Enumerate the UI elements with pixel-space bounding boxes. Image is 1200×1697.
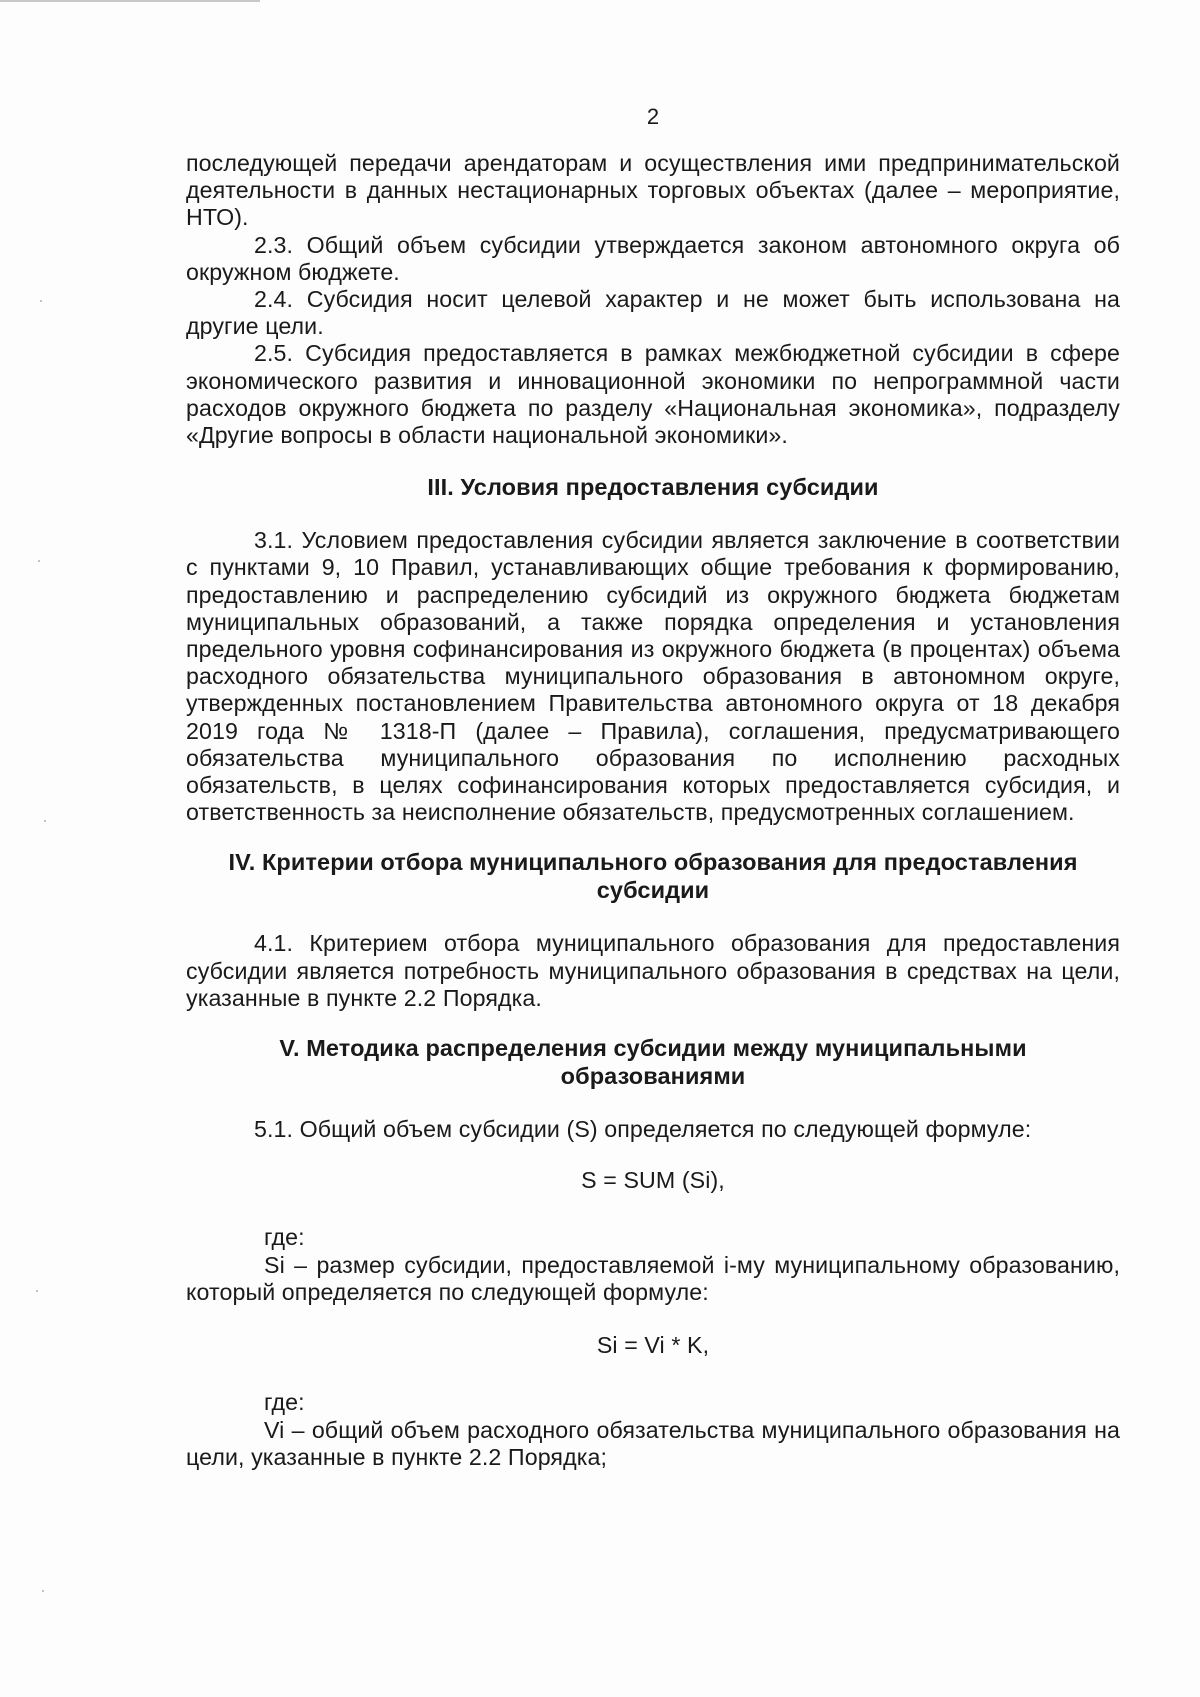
formula-si: Si = Vi * K,: [596, 1332, 710, 1359]
paragraph-5-1: 5.1. Общий объем субсидии (S) определяется по следующей формуле:: [254, 1116, 1032, 1143]
scan-speck: [44, 820, 46, 822]
paragraph-2-3: 2.3. Общий объем субсидии утверждается законом автономного округа об окружном бюджете.: [186, 231, 1120, 285]
paragraph-2-5: 2.5. Субсидия предоставляется в рамках межбюджетной субсидии в сфере экономического развития и инновационной экономики по непрограммной части расходов окружного бюджета по разделу «Национальная экономика», подразделу «Другие вопросы в области национальной экономики».: [186, 340, 1120, 449]
formula-total-subsidy: S = SUM (Si),: [581, 1167, 725, 1194]
paragraph-4-1: 4.1. Критерием отбора муниципального образования для предоставления субсидии является потребность муниципального образования в средствах на цели, указанные в пункте 2.2 Порядка.: [186, 930, 1120, 1011]
definition-vi: Vi – общий объем расходного обязательства муниципального образования на цели, указанные в пункте 2.2 Порядка;: [186, 1416, 1120, 1470]
scan-speck: [38, 560, 40, 562]
section-4-heading: IV. Критерии отбора муниципального образования для предоставления субсидии: [228, 849, 1078, 904]
section-5-heading: V. Методика распределения субсидии между муниципальными образованиями: [279, 1035, 1027, 1090]
definition-si: Si – размер субсидии, предоставляемой i-му муниципальному образованию, который определяется по следующей формуле:: [186, 1251, 1120, 1305]
paragraph-2-4: 2.4. Субсидия носит целевой характер и не может быть использована на другие цели.: [186, 286, 1120, 340]
scan-speck: [40, 300, 42, 302]
section-3-heading: III. Условия предоставления субсидии: [427, 474, 879, 501]
document-body: [186, 150, 1120, 1471]
page-number: 2: [646, 104, 660, 129]
paragraph-3-1: 3.1. Условием предоставления субсидии является заключение в соответствии с пунктами 9, 10 Правил, устанавливающих общие требования к формированию, предоставлению и распределению субсидий из окружного бюджета бюджетам муниципальных образований, а также порядка определения и установления предельного уровня софинансирования из окружного бюджета (в процентах) объема расходного обязательства муниципального образования в автономном округе, утвержденных постановлением Правительства автономного округа от 18 декабря 2019 года № 1318-П (далее – Правила), соглашения, предусматривающего обязательства муниципального образования по исполнению расходных обязательств, в целях софинансирования которых предоставляется субсидия, и ответственность за неисполнение обязательств, предусмотренных соглашением.: [186, 527, 1120, 826]
where-label: где:: [264, 1389, 305, 1416]
where-label: где:: [264, 1224, 305, 1251]
scan-speck: [42, 1590, 44, 1592]
paragraph-continuation: последующей передачи арендаторам и осуществления ими предпринимательской деятельности в данных нестационарных торговых объектах (далее – мероприятие, НТО).: [186, 150, 1120, 231]
scan-speck: [36, 1290, 38, 1292]
scan-edge-line: [0, 0, 260, 2]
